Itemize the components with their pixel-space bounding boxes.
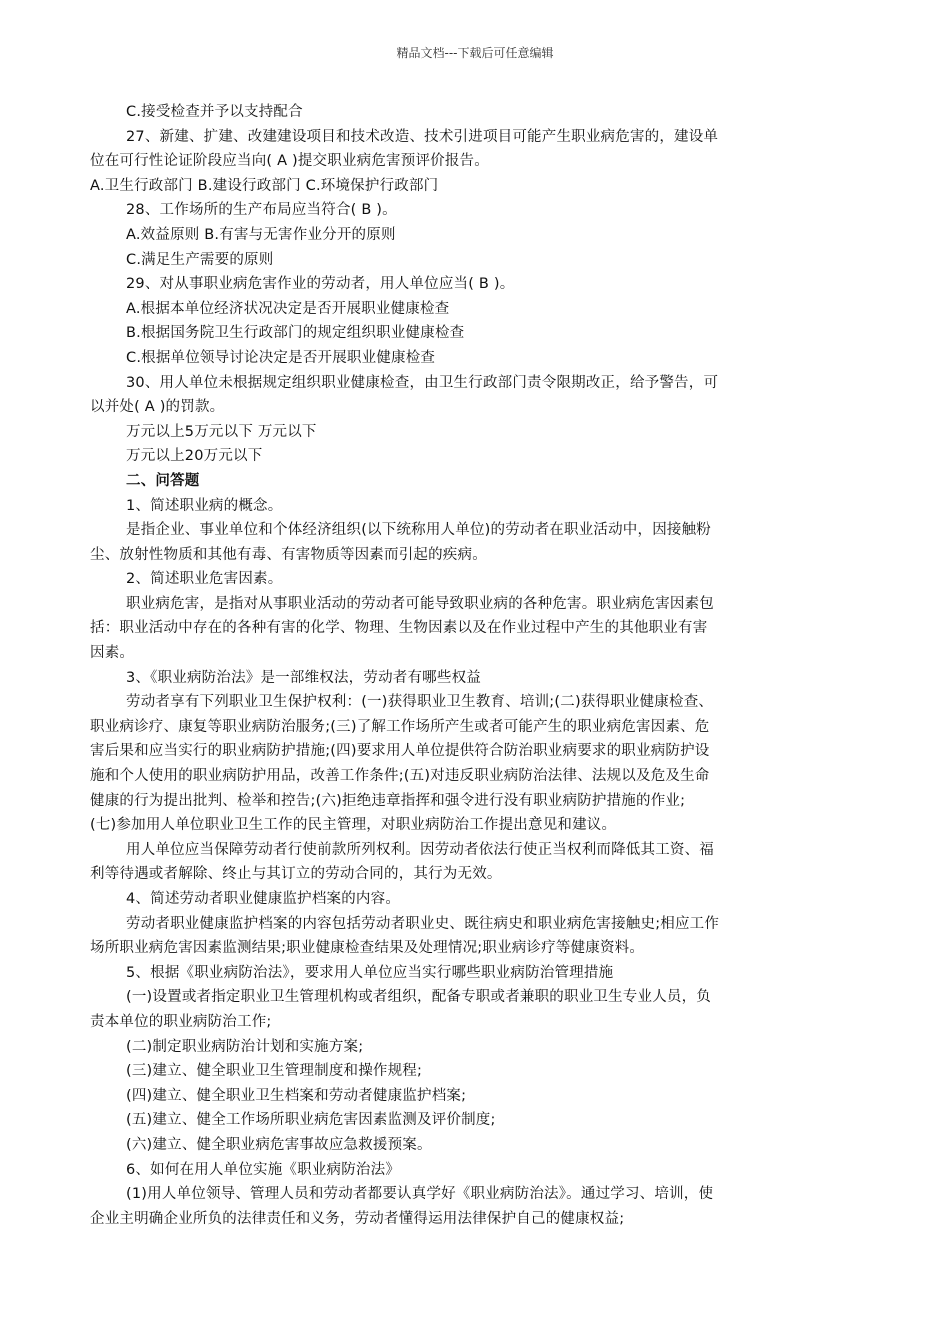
text-line: 2、简述职业危害因素。	[126, 571, 283, 588]
text-line: 健康的行为提出批判、检举和控告;(六)拒绝违章指挥和强令进行没有职业病防护措施的作业;	[90, 792, 686, 809]
text-line: 位在可行性论证阶段应当向( A )提交职业病危害预评价报告。	[90, 153, 489, 170]
text-line: C.接受检查并予以支持配合	[126, 104, 303, 120]
text-line: 劳动者职业健康监护档案的内容包括劳动者职业史、既往病史和职业病危害接触史;相应工作	[126, 915, 720, 932]
text-line: (七)参加用人单位职业卫生工作的民主管理，对职业病防治工作提出意见和建议。	[90, 817, 617, 834]
text-line: 28、工作场所的生产布局应当符合( B )。	[126, 202, 397, 219]
text-line: C.满足生产需要的原则	[126, 251, 274, 268]
text-line: (1)用人单位领导、管理人员和劳动者都要认真学好《职业病防治法》。通过学习、培训，使	[126, 1186, 714, 1203]
text-line: 场所职业病危害因素监测结果;职业健康检查结果及处理情况;职业病诊疗等健康资料。	[90, 940, 645, 957]
text-line: 以并处( A )的罚款。	[90, 399, 225, 416]
text-line: C.根据单位领导讨论决定是否开展职业健康检查	[126, 349, 436, 366]
text-line: 尘、放射性物质和其他有毒、有害物质等因素而引起的疾病。	[90, 546, 487, 563]
text-line: 利等待遇或者解除、终止与其订立的劳动合同的，其行为无效。	[90, 866, 502, 883]
text-line: 4、简述劳动者职业健康监护档案的内容。	[126, 891, 401, 907]
text-line: 责本单位的职业病防治工作;	[90, 1013, 272, 1030]
text-line: 职业病危害，是指对从事职业活动的劳动者可能导致职业病的各种危害。职业病危害因素包	[126, 595, 714, 612]
text-line: 劳动者享有下列职业卫生保护权利：(一)获得职业卫生教育、培训;(二)获得职业健康检查、	[126, 694, 714, 711]
text-line: (四)建立、健全职业卫生档案和劳动者健康监护档案;	[126, 1087, 467, 1104]
text-line: 用人单位应当保障劳动者行使前款所列权利。因劳动者依法行使正当权利而降低其工资、福	[126, 841, 714, 858]
text-line: A.根据本单位经济状况决定是否开展职业健康检查	[126, 300, 450, 317]
text-line: 万元以上20万元以下	[126, 448, 263, 465]
text-line: 害后果和应当实行的职业病防护措施;(四)要求用人单位提供符合防治职业病要求的职业病防护设	[90, 743, 710, 760]
section-heading: 二、问答题	[126, 472, 200, 489]
text-line: 是指企业、事业单位和个体经济组织(以下统称用人单位)的劳动者在职业活动中，因接触粉	[126, 522, 712, 539]
text-line: 3、《职业病防治法》是一部维权法，劳动者有哪些权益	[126, 669, 481, 686]
text-line: 括：职业活动中存在的各种有害的化学、物理、生物因素以及在作业过程中产生的其他职业有害	[90, 620, 708, 637]
text-line: 5、根据《职业病防治法》，要求用人单位应当实行哪些职业病防治管理措施	[126, 964, 614, 981]
page-header: 精品文档---下载后可任意编辑	[396, 46, 554, 60]
text-line: (六)建立、健全职业病危害事故应急救援预案。	[126, 1136, 432, 1153]
text-line: A.卫生行政部门 B.建设行政部门 C.环境保护行政部门	[90, 177, 439, 194]
text-line: (一)设置或者指定职业卫生管理机构或者组织，配备专职或者兼职的职业卫生专业人员，负	[126, 989, 712, 1006]
text-line: 施和个人使用的职业病防护用品，改善工作条件;(五)对违反职业病防治法律、法规以及危及生命	[90, 768, 710, 785]
text-line: 1、简述职业病的概念。	[126, 497, 283, 514]
text-line: 因素。	[90, 645, 135, 662]
text-line: 27、新建、扩建、改建建设项目和技术改造、技术引进项目可能产生职业病危害的，建设单	[126, 128, 719, 145]
text-line: B.根据国务院卫生行政部门的规定组织职业健康检查	[126, 325, 465, 342]
document-body	[90, 100, 860, 1231]
text-line: 万元以上5万元以下 万元以下	[126, 423, 317, 440]
text-line: (二)制定职业病防治计划和实施方案;	[126, 1038, 364, 1055]
text-line: 职业病诊疗、康复等职业病防治服务;(三)了解工作场所产生或者可能产生的职业病危害因素、危	[90, 718, 710, 735]
text-line: A.效益原则 B.有害与无害作业分开的原则	[126, 226, 396, 243]
text-line: 30、用人单位未根据规定组织职业健康检查，由卫生行政部门责令限期改正，给予警告，可	[126, 374, 719, 391]
text-line: 29、对从事职业病危害作业的劳动者，用人单位应当( B )。	[126, 276, 515, 293]
text-line: 6、如何在用人单位实施《职业病防治法》	[126, 1161, 401, 1178]
text-line: (三)建立、健全职业卫生管理制度和操作规程;	[126, 1063, 423, 1080]
text-line: (五)建立、健全工作场所职业病危害因素监测及评价制度;	[126, 1112, 496, 1129]
text-line: 企业主明确企业所负的法律责任和义务，劳动者懂得运用法律保护自己的健康权益;	[90, 1210, 625, 1227]
